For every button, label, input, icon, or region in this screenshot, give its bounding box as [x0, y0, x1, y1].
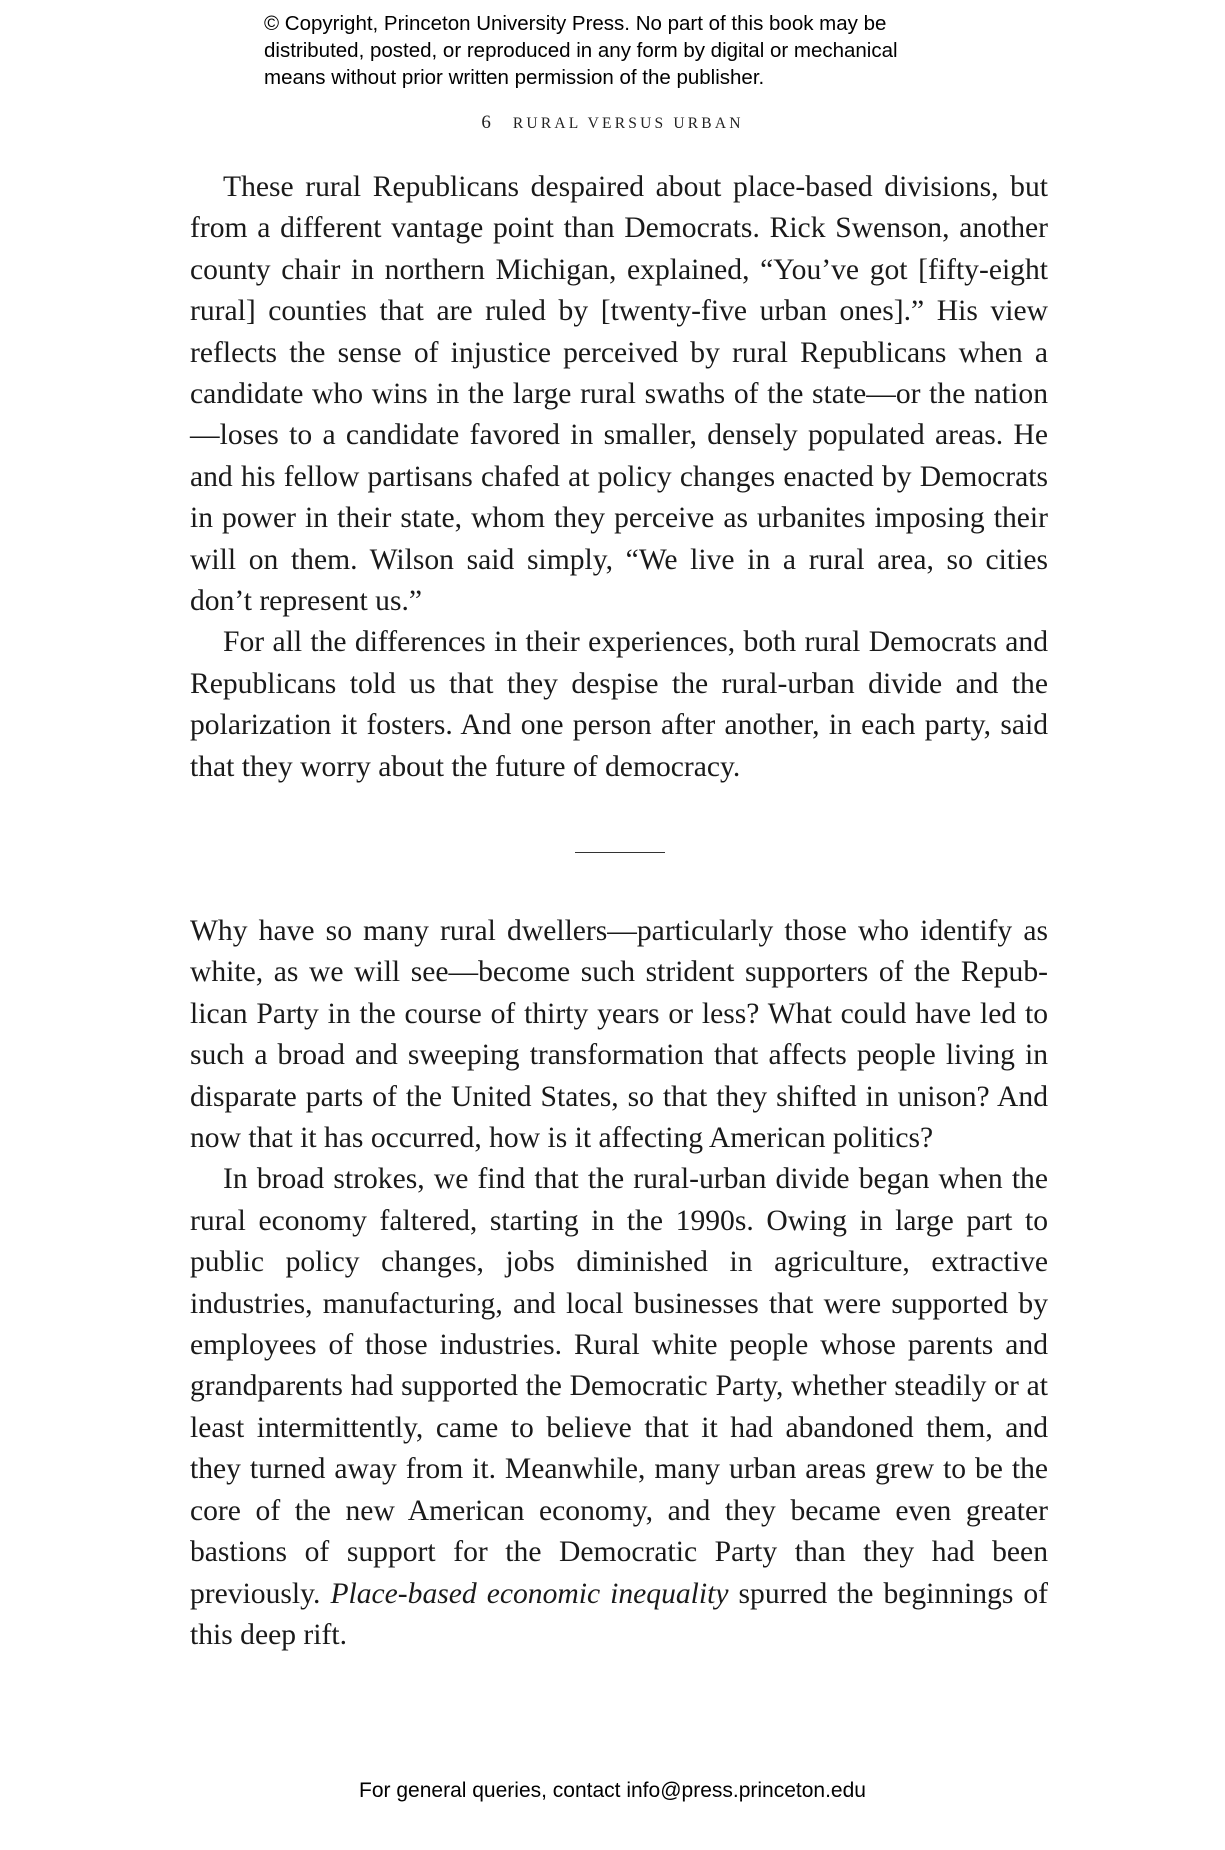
- copyright-line-1: © Copyright, Princeton University Press. No part of this book may be: [264, 12, 887, 35]
- copyright-line-3: means without prior written permission of the publisher.: [264, 66, 765, 89]
- italic-emphasis: Place-based economic inequality: [330, 1577, 729, 1610]
- footer-contact: For general queries, contact info@press.princeton.edu: [359, 1779, 866, 1802]
- copyright-line-2: distributed, posted, or reproduced in any form by digital or mechanical: [264, 39, 898, 62]
- body-text-section-2: [190, 911, 1048, 1656]
- page-number: 6: [481, 112, 491, 133]
- paragraph: These rural Republicans despaired about place-based divisions, but from a different vantage point than Democrats. Rick Swenson, another county chair in northern Michigan, explained, “You’ve got [fifty-eight rural] counties that are ruled by [twenty-five urban ones].” His view reflects the sense of injustice perceived by rural Republicans when a candidate who wins in the large rural swaths of the state—or the nation—loses to a candidate favored in smaller, densely populated areas. He and his fellow partisans chafed at policy changes enacted by Democrats in power in their state, whom they perceive as urbanites imposing their will on them. Wilson said simply, “We live in a rural area, so cities don’t represent us.”: [190, 171, 1048, 618]
- paragraph: Why have so many rural dwellers—particularly those who identify as white, as we will see—become such strident supporters of the Republican Party in the course of thirty years or less? What could have led to such a broad and sweeping transformation that affects people living in disparate parts of the United States, so that they shifted in unison? And now that it has occurred, how is it affecting American politics?: [190, 915, 1048, 1155]
- copyright-notice: [264, 10, 1024, 91]
- paragraph: For all the differences in their experiences, both rural Democrats and Republicans told us that they despise the rural-urban divide and the polarization it fosters. And one person after another, in each party, said that they worry about the future of democracy.: [190, 626, 1048, 783]
- body-text-section-1: [190, 167, 1048, 788]
- running-head: [0, 112, 1225, 134]
- section-break-rule: [575, 852, 665, 853]
- paragraph-text-end: spurred the beginnings of this deep rift.: [190, 1577, 1049, 1651]
- paragraph: [190, 1159, 1048, 1656]
- paragraph-text: In broad strokes, we find that the rural-urban divide began when the rural economy faltered, starting in the 1990s. Owing in large part to public policy changes, jobs diminished in agriculture, extractive industries, manufacturing, and local businesses that were supported by employees of those industries. Rural white people whose parents and grandparents had supported the Democratic Party, whether steadily or at least intermittently, came to believe that it had abandoned them, and they turned away from it. Meanwhile, many urban areas grew to be the core of the new American economy, and they became even greater bastions of support for the Democratic Party than they had been previously.: [190, 1163, 1048, 1610]
- running-head-title: RURAL VERSUS URBAN: [512, 115, 744, 132]
